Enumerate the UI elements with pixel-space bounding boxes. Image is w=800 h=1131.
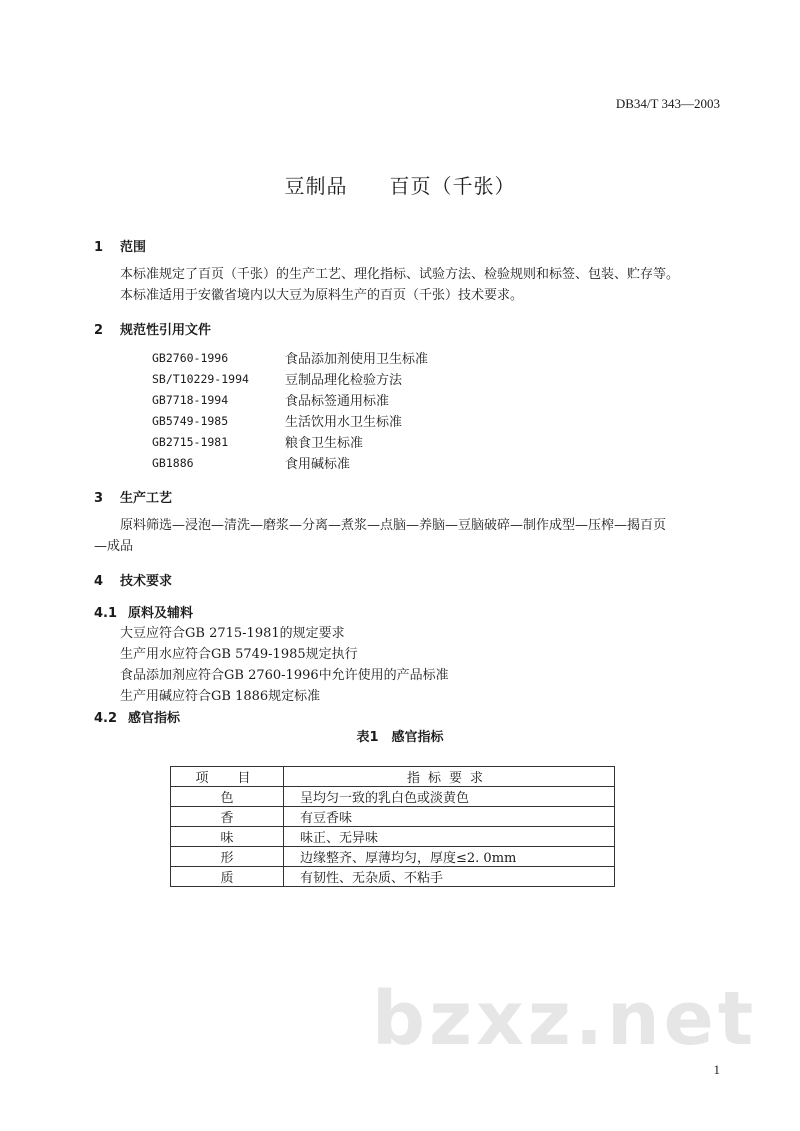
section-1-heading bbox=[94, 236, 146, 255]
process-flow-continued: —成品 bbox=[94, 539, 134, 554]
section-title: 规范性引用文件 bbox=[120, 323, 212, 338]
reference-code: GB2760-1996 bbox=[152, 350, 229, 365]
section-2-heading bbox=[94, 319, 211, 338]
reference-code: GB1886 bbox=[152, 455, 194, 470]
section-number: 4.1 bbox=[94, 606, 118, 621]
reference-list bbox=[152, 347, 428, 473]
reference-name: 食品标签通用标准 bbox=[285, 394, 390, 409]
table-cell-requirement: 味正、无异味 bbox=[284, 827, 615, 847]
table-row bbox=[171, 847, 615, 867]
page-number: 1 bbox=[713, 1062, 720, 1077]
reference-name: 粮食卫生标准 bbox=[285, 436, 364, 451]
reference-name: 食用碱标准 bbox=[285, 457, 351, 472]
table-header-requirement: 指标要求 bbox=[284, 767, 615, 787]
sensory-index-table bbox=[170, 766, 615, 887]
reference-name: 食品添加剂使用卫生标准 bbox=[285, 352, 429, 367]
reference-code: GB2715-1981 bbox=[152, 434, 229, 449]
reference-name: 豆制品理化检验方法 bbox=[285, 373, 403, 388]
reference-item bbox=[152, 368, 428, 389]
table-cell-item: 色 bbox=[171, 787, 284, 807]
table-row bbox=[171, 787, 615, 807]
table-cell-item: 香 bbox=[171, 807, 284, 827]
watermark: bzxz.net bbox=[372, 976, 758, 1062]
requirement-line: 生产用水应符合GB 5749-1985规定执行 bbox=[120, 647, 358, 662]
reference-item bbox=[152, 452, 428, 473]
section-4-2-heading bbox=[94, 707, 180, 726]
reference-code: SB/T10229-1994 bbox=[152, 371, 249, 386]
table-caption: 表1 感官指标 bbox=[356, 730, 444, 745]
table-row bbox=[171, 867, 615, 887]
section-title: 原料及辅料 bbox=[128, 606, 194, 621]
table-cell-item: 味 bbox=[171, 827, 284, 847]
section-number: 1 bbox=[94, 240, 104, 255]
paragraph: 本标准适用于安徽省境内以大豆为原料生产的百页（千张）技术要求。 bbox=[120, 288, 524, 303]
section-title: 生产工艺 bbox=[120, 491, 173, 506]
reference-item bbox=[152, 389, 428, 410]
table-cell-requirement: 有豆香味 bbox=[284, 807, 615, 827]
table-header-row bbox=[171, 767, 615, 787]
table-header-item: 项 目 bbox=[171, 767, 284, 787]
paragraph: 本标准规定了百页（千张）的生产工艺、理化指标、试验方法、检验规则和标签、包装、贮存等。 bbox=[120, 267, 680, 282]
section-number: 4.2 bbox=[94, 711, 118, 726]
section-4-heading bbox=[94, 570, 172, 589]
table-cell-item: 形 bbox=[171, 847, 284, 867]
section-title: 技术要求 bbox=[120, 574, 173, 589]
table-cell-requirement: 有韧性、无杂质、不粘手 bbox=[284, 867, 615, 887]
table-cell-requirement: 边缘整齐、厚薄均匀，厚度≤2. 0mm bbox=[284, 847, 615, 867]
document-title: 豆制品 百页（千张） bbox=[284, 174, 516, 198]
section-title: 范围 bbox=[120, 240, 147, 255]
table-cell-requirement: 呈均匀一致的乳白色或淡黄色 bbox=[284, 787, 615, 807]
reference-name: 生活饮用水卫生标准 bbox=[285, 415, 403, 430]
section-3-heading bbox=[94, 487, 172, 506]
table-row bbox=[171, 827, 615, 847]
table-row bbox=[171, 807, 615, 827]
reference-item bbox=[152, 347, 428, 368]
section-number: 3 bbox=[94, 491, 104, 506]
requirement-line: 大豆应符合GB 2715-1981的规定要求 bbox=[120, 626, 345, 641]
section-number: 4 bbox=[94, 574, 104, 589]
reference-code: GB5749-1985 bbox=[152, 413, 229, 428]
requirement-line: 生产用碱应符合GB 1886规定标准 bbox=[120, 689, 321, 704]
table-cell-item: 质 bbox=[171, 867, 284, 887]
standard-number: DB34/T 343—2003 bbox=[615, 96, 720, 111]
section-number: 2 bbox=[94, 323, 104, 338]
section-4-1-heading bbox=[94, 602, 193, 621]
reference-item bbox=[152, 431, 428, 452]
process-flow: 原料筛选—浸泡—清洗—磨浆—分离—煮浆—点脑—养脑—豆脑破碎—制作成型—压榨—揭百页 bbox=[120, 518, 667, 533]
requirement-line: 食品添加剂应符合GB 2760-1996中允许使用的产品标准 bbox=[120, 668, 449, 683]
reference-item bbox=[152, 410, 428, 431]
reference-code: GB7718-1994 bbox=[152, 392, 229, 407]
section-title: 感官指标 bbox=[128, 711, 181, 726]
